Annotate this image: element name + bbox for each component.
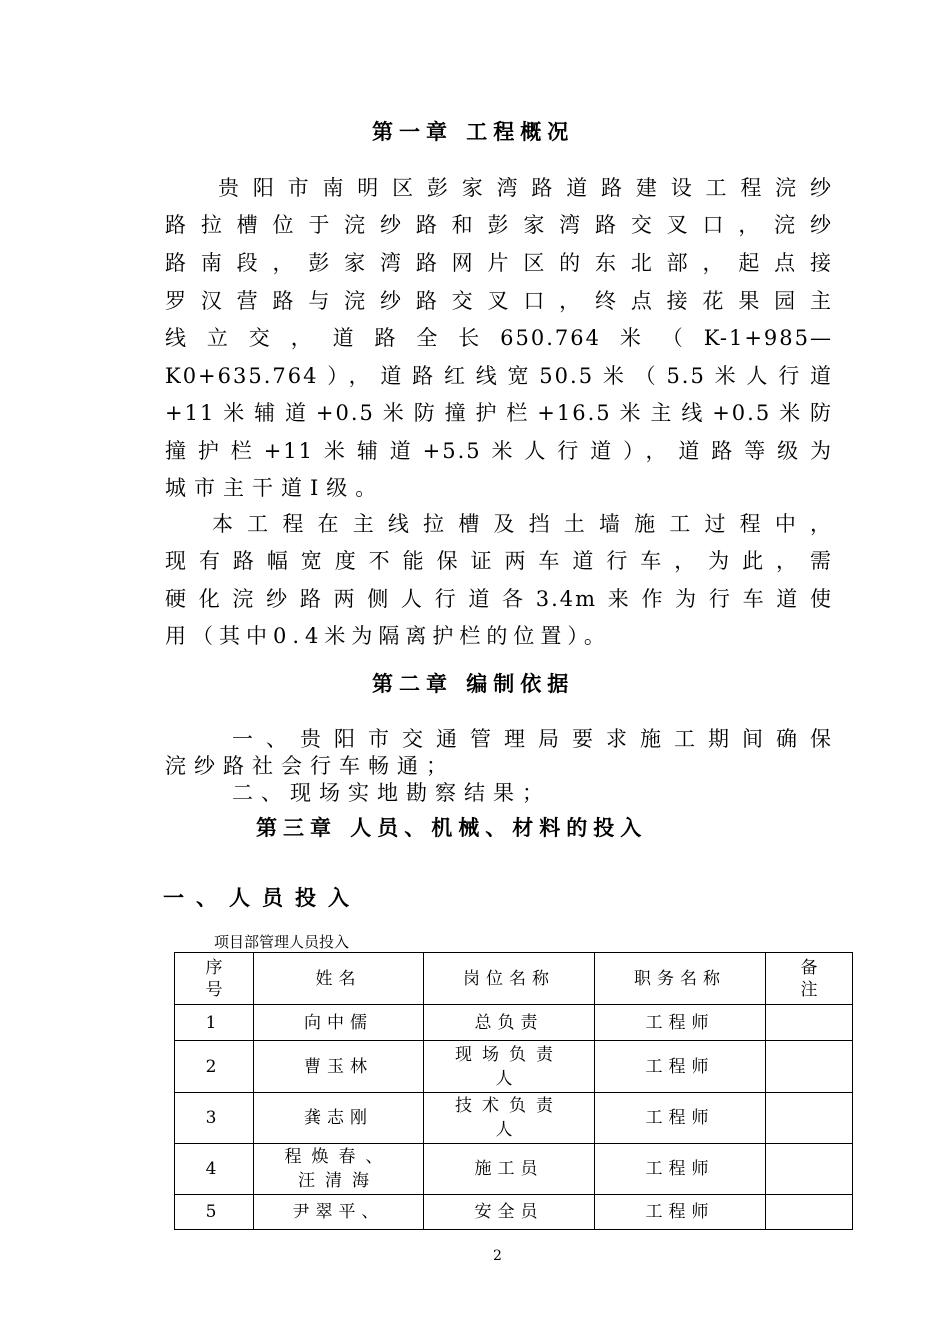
chapter2-title: 第二章 编制依据 (372, 671, 575, 696)
table-cell: 施工员 (424, 1144, 595, 1195)
header-cell: 备注 (766, 953, 853, 1005)
para1-line: 罗汉营路与浣纱路交叉口，终点接花果园主 (165, 289, 833, 313)
table-cell: 4 (175, 1144, 254, 1195)
para1-line: 城市主干道Ⅰ级。 (165, 476, 385, 500)
table-cell: 2 (175, 1041, 254, 1093)
para1-line: 路南段，彭家湾路网片区的东北部，起点接 (165, 251, 833, 275)
para1-line: 路拉槽位于浣纱路和彭家湾路交叉口，浣纱 (165, 213, 833, 237)
para1-line: +11米辅道+0.5米防撞护栏+16.5米主线+0.5米防 (165, 401, 833, 425)
table-caption: 项目部管理人员投入 (214, 933, 350, 951)
table-cell: 程焕春、汪清海 (254, 1144, 424, 1195)
table-cell: 总负责 (424, 1005, 595, 1041)
table-cell: 向中儒 (254, 1005, 424, 1041)
table-cell: 3 (175, 1093, 254, 1144)
para1-line: 线立交，道路全长650.764米（K-1+985— (165, 326, 833, 350)
table-cell: 工程师 (595, 1195, 766, 1230)
basis-item-1-cont: 浣纱路社会行车畅通； (165, 754, 455, 778)
para1-line: 撞护栏+11米辅道+5.5米人行道），道路等级为 (165, 439, 833, 463)
header-cell: 序号 (175, 953, 254, 1005)
table-cell: 1 (175, 1005, 254, 1041)
table-cell: 现场负责人 (424, 1041, 595, 1093)
table-cell: 龚志刚 (254, 1093, 424, 1144)
section-personnel-heading: 一、人员投入 (163, 885, 361, 910)
table-cell: 尹翠平、 (254, 1195, 424, 1230)
table-cell: 技术负责人 (424, 1093, 595, 1144)
table-cell: 安全员 (424, 1195, 595, 1230)
table-cell (766, 1144, 853, 1195)
header-cell: 姓名 (254, 953, 424, 1005)
table-cell (766, 1093, 853, 1144)
table-cell (766, 1041, 853, 1093)
basis-item-2: 二、现场实地勘察结果； (232, 781, 551, 805)
page-number: 2 (493, 1248, 502, 1264)
table-cell: 5 (175, 1195, 254, 1230)
header-cell: 岗位名称 (424, 953, 595, 1005)
table-row (175, 1093, 853, 1144)
para1-line: K0+635.764），道路红线宽50.5米（5.5米人行道 (165, 364, 833, 388)
chapter1-title: 第一章 工程概况 (372, 119, 575, 144)
para2-line: 用（其中0.4米为隔离护栏的位置）。 (165, 624, 611, 648)
chapter3-title: 第三章 人员、机械、材料的投入 (256, 815, 648, 840)
table-row (175, 1144, 853, 1195)
table-row (175, 1195, 853, 1230)
personnel-table (174, 952, 853, 1230)
table-row (175, 1005, 853, 1041)
basis-item-1: 一、贵阳市交通管理局要求施工期间确保 (232, 727, 833, 751)
table-header-row (175, 953, 853, 1005)
table-cell: 工程师 (595, 1093, 766, 1144)
table-cell (766, 1195, 853, 1230)
table-cell: 曹玉林 (254, 1041, 424, 1093)
para2-line: 本工程在主线拉槽及挡土墙施工过程中， (212, 512, 833, 536)
table-cell (766, 1005, 853, 1041)
para1-line: 贵阳市南明区彭家湾路道路建设工程浣纱 (218, 176, 833, 200)
header-cell: 职务名称 (595, 953, 766, 1005)
para2-line: 硬化浣纱路两侧人行道各3.4m来作为行车道使 (165, 587, 833, 611)
table-cell: 工程师 (595, 1005, 766, 1041)
table-cell: 工程师 (595, 1144, 766, 1195)
table-row (175, 1041, 853, 1093)
table-cell: 工程师 (595, 1041, 766, 1093)
para2-line: 现有路幅宽度不能保证两车道行车，为此，需 (165, 549, 833, 573)
